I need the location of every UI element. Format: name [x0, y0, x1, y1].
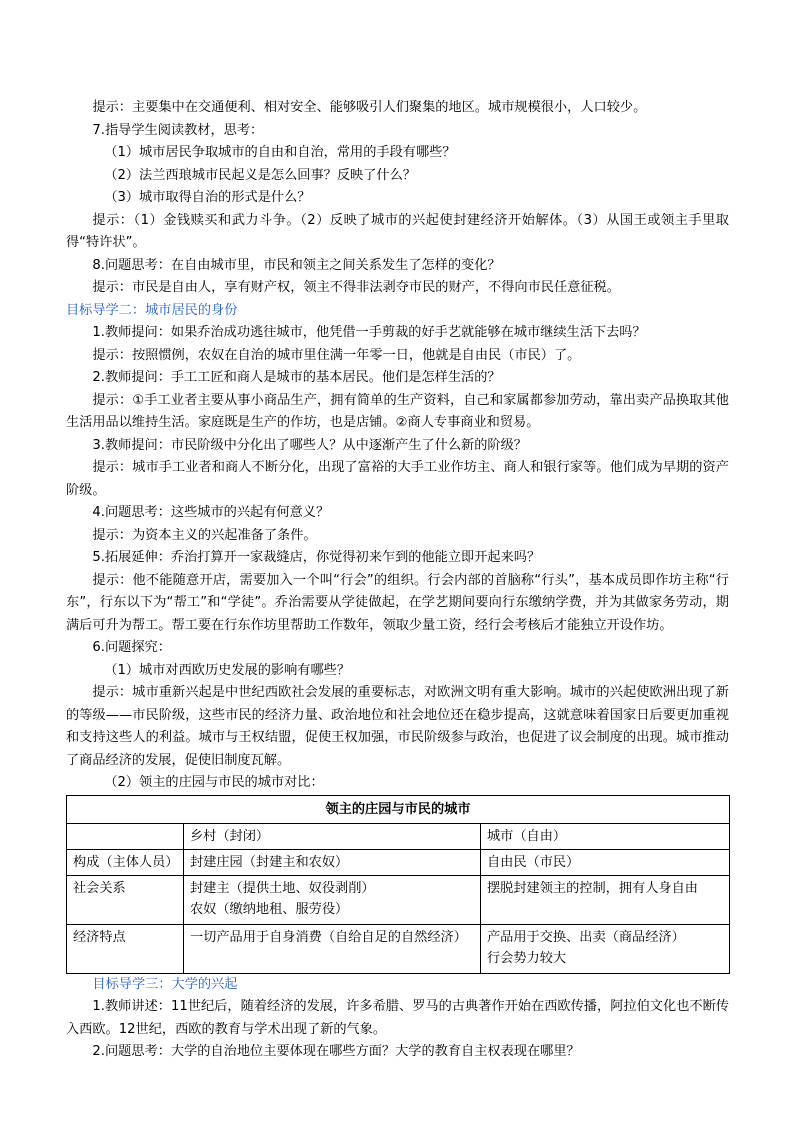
table-cell [184, 924, 481, 973]
cell-line: 自由民（市民） [487, 854, 580, 870]
cell-line: 封建庄园（封建主和农奴） [190, 854, 349, 870]
table-cell [481, 849, 730, 875]
paragraph: 1.教师提问：如果乔治成功逃往城市，他凭借一手剪裁的好手艺就能够在城市继续生活下去吗？ [92, 325, 646, 340]
paragraph: 提示：市民是自由人，享有财产权，领主不得非法剥夺市民的财产，不得向市民任意征税。 [92, 280, 620, 295]
cell-line: 一切产品用于自身消费（自给自足的自然经济） [190, 929, 467, 945]
section-heading-3: 目标导学三：大学的兴起 [92, 976, 238, 992]
paragraph: 2.问题思考：大学的自治地位主要体现在哪些方面？大学的教育自主权表现在哪里？ [92, 1044, 580, 1059]
table-header-cell [67, 823, 184, 849]
cell-line: 摆脱封建领主的控制，拥有人身自由 [487, 880, 698, 896]
paragraph: （1）城市对西欧历史发展的影响有哪些？ [104, 662, 351, 678]
table-header-cell: 乡村（封闭） [184, 823, 481, 849]
comparison-table [66, 795, 730, 974]
paragraph: 3.教师提问：市民阶级中分化出了哪些人？从中逐渐产生了什么新的阶级？ [92, 437, 527, 453]
table-row-label: 构成（主体人员） [67, 849, 184, 875]
table-row-label: 社会关系 [67, 875, 184, 924]
cell-line: 封建主（提供土地、奴役剥削） [190, 880, 375, 896]
paragraph: 7.指导学生阅读教材，思考： [92, 122, 264, 138]
table-cell [184, 849, 481, 875]
paragraph: 提示：城市重新兴起是中世纪西欧社会发展的重要标志，对欧洲文明有重大影响。城市的兴起使欧洲出现了新的等级——市民阶级，这些市民的经济力量、政治地位和社会地位还在稳步提高，这就意味着国家日后要更加重视和支持这些人的利益。城市与王权结盟，促使王权加强，市民阶级参与政治，也促进了议会制度的出现。城市推动了商品经济的发展，促使旧制度瓦解。 [66, 685, 729, 768]
paragraph: 提示：主要集中在交通便利、相对安全、能够吸引人们聚集的地区。城市规模很小，人口较少。 [92, 100, 647, 115]
paragraph: 提示：按照惯例，农奴在自治的城市里住满一年零一日，他就是自由民（市民）了。 [92, 347, 581, 363]
paragraph: 1.教师讲述：11世纪后，随着经济的发展，许多希腊、罗马的古典著作开始在西欧传播，阿拉伯文化也不断传入西欧。12世纪，西欧的教育与学术出现了新的气象。 [66, 999, 729, 1037]
paragraph: 提示：城市手工业者和商人不断分化，出现了富裕的大手工业作坊主、商人和银行家等。他们成为早期的资产阶级。 [66, 460, 729, 498]
section-heading-2: 目标导学二：城市居民的身份 [66, 302, 238, 318]
paragraph: 提示：他不能随意开店，需要加入一个叫“行会”的组织。行会内部的首脑称“行头”，基本成员即作坊主称“行东”，行东以下为“帮工”和“学徒”。乔治需要从学徒做起，在学艺期间要向行东缴纳学费，并为其做家务劳动，期满后可升为帮工。帮工要在行东作坊里帮助工作数年，领取少量工资，经行会考核后才能独立开设作坊。 [66, 572, 729, 633]
table-cell [481, 924, 730, 973]
cell-line: 农奴（缴纳地租、服劳役） [190, 901, 349, 917]
table-row [67, 875, 730, 924]
table-title: 领主的庄园与市民的城市 [67, 795, 730, 823]
paragraph: 4.问题思考：这些城市的兴起有何意义？ [92, 505, 330, 520]
table-header-row [67, 823, 730, 849]
cell-line: 产品用于交换、出卖（商品经济） [487, 929, 685, 945]
table-row [67, 924, 730, 973]
table-row-label: 经济特点 [67, 924, 184, 973]
paragraph: 5.拓展延伸：乔治打算开一家裁缝店，你觉得初来乍到的他能立即开起来吗？ [92, 550, 541, 565]
paragraph: （1）城市居民争取城市的自由和自治，常用的手段有哪些？ [104, 145, 456, 160]
paragraph: 6.问题探究： [92, 640, 171, 655]
paragraph: （2）领主的庄园与市民的城市对比： [104, 775, 324, 790]
document-page [66, 97, 729, 1064]
cell-line: 行会势力较大 [487, 950, 567, 966]
paragraph: 2.教师提问：手工工匠和商人是城市的基本居民。他们是怎样生活的？ [92, 370, 501, 385]
table-row [67, 849, 730, 875]
paragraph: （2）法兰西琅城市民起义是怎么回事？反映了什么？ [104, 167, 416, 183]
table-cell [184, 875, 481, 924]
table-header-cell: 城市（自由） [481, 823, 730, 849]
paragraph: 提示：①手工业者主要从事小商品生产，拥有简单的生产资料，自己和家属都参加劳动，靠出卖产品换取其他生活用品以维持生活。家庭既是生产的作坊，也是店铺。②商人专事商业和贸易。 [66, 392, 729, 430]
paragraph: 8.问题思考：在自由城市里，市民和领主之间关系发生了怎样的变化？ [92, 257, 501, 273]
paragraph: 提示：（1）金钱赎买和武力斗争。（2）反映了城市的兴起使封建经济开始解体。（3）从国王或领主手里取得“特许状”。 [66, 212, 729, 250]
table-cell [481, 875, 730, 924]
paragraph: 提示：为资本主义的兴起准备了条件。 [92, 527, 317, 543]
paragraph: （3）城市取得自治的形式是什么？ [104, 190, 311, 205]
